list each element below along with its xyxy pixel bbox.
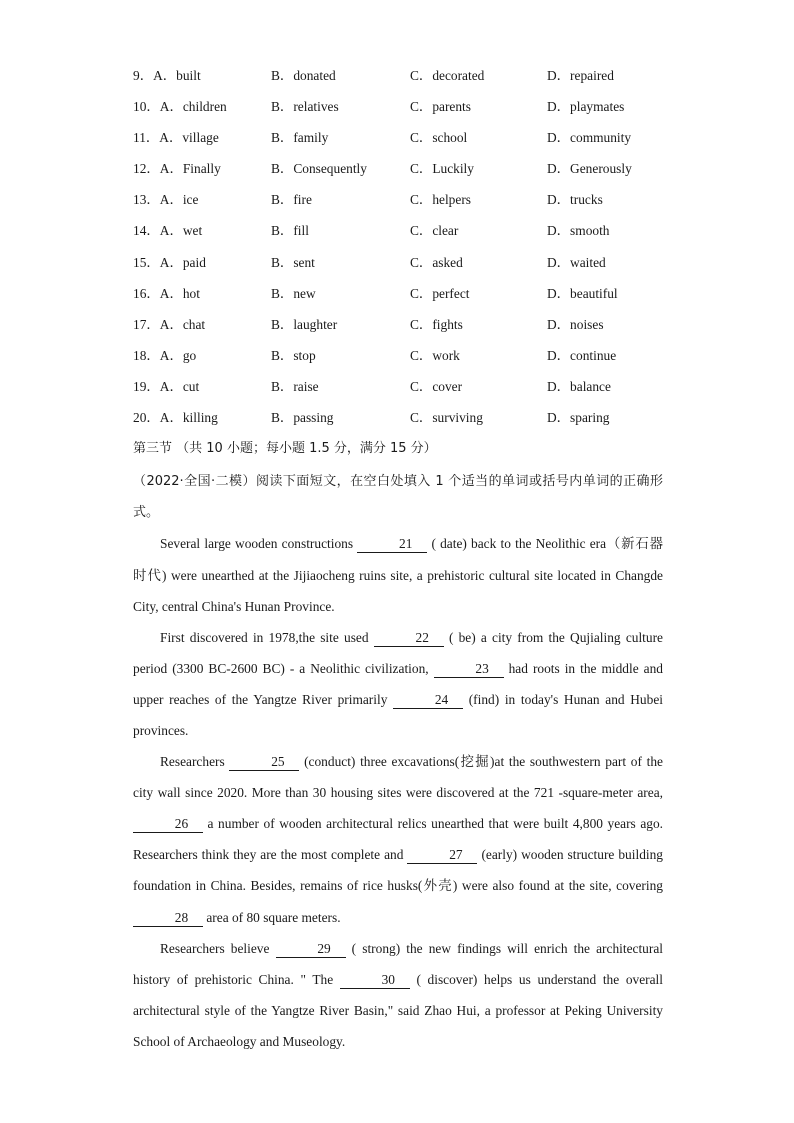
- option-row-17: [133, 311, 663, 342]
- passage-paragraph-1: [133, 528, 663, 621]
- question-number: 20．: [133, 410, 160, 426]
- blank-27[interactable]: 27: [407, 847, 477, 864]
- option-b: B．Consequently: [271, 161, 367, 177]
- option-row-12: [133, 155, 663, 186]
- blank-28[interactable]: 28: [133, 910, 203, 927]
- blank-23[interactable]: 23: [434, 661, 504, 678]
- question-number: 9．: [133, 68, 154, 83]
- option-b: B．family: [271, 130, 329, 146]
- option-c: C．helpers: [410, 192, 471, 208]
- blank-21[interactable]: 21: [357, 536, 427, 553]
- option-d: D．smooth: [547, 223, 610, 239]
- section-instruction: （2022·全国·二模）阅读下面短文，在空白处填入 1 个适当的单词或括号内单词的正确形式。: [133, 474, 663, 521]
- passage-text: Researchers believe: [160, 940, 276, 956]
- passage-text: ( strong) the new findings will enrich the architectural history of prehistoric China. " The: [133, 940, 664, 987]
- option-d: D．repaired: [547, 68, 614, 83]
- document-page: [133, 62, 663, 1057]
- option-d: D．beautiful: [547, 285, 618, 301]
- passage-text: had roots in the middle and upper reaches of the Yangtze River primarily: [133, 660, 663, 707]
- option-a-text: A．wet: [159, 223, 203, 239]
- option-a: [133, 280, 200, 308]
- option-b: B．stop: [271, 347, 316, 363]
- option-c: C．Luckily: [410, 161, 474, 177]
- option-c: C．decorated: [410, 68, 485, 83]
- option-c: C．asked: [410, 254, 463, 270]
- option-a-text: A．killing: [159, 410, 218, 426]
- passage-text: area of 80 square meters.: [203, 909, 341, 925]
- option-row-15: [133, 249, 663, 280]
- passage-text: (conduct) three excavations(挖掘)at the southwestern part of the city wall since 2020. More than 30 housing sites were discovered at the 721 -square-meter area,: [133, 754, 663, 801]
- option-c: C．parents: [410, 99, 471, 115]
- question-number: 14．: [133, 223, 160, 239]
- passage-paragraph-3: [133, 746, 663, 933]
- option-a: [133, 62, 201, 90]
- option-a: [133, 93, 227, 121]
- passage-paragraph-4: [133, 933, 663, 1057]
- option-d: D．noises: [547, 316, 604, 332]
- option-b: B．donated: [271, 68, 336, 83]
- option-c: C．school: [410, 130, 468, 146]
- option-c: C．clear: [410, 223, 459, 239]
- question-number: 15．: [133, 254, 160, 270]
- question-number: 13．: [133, 192, 160, 208]
- blank-25[interactable]: 25: [229, 754, 299, 771]
- option-row-10: [133, 93, 663, 124]
- question-number: 10．: [133, 99, 160, 115]
- option-a: [133, 249, 206, 277]
- option-a: [133, 186, 198, 214]
- section-title: 第三节 （共 10 小题；每小题 1.5 分，满分 15 分）: [133, 441, 437, 457]
- passage-text: ( be) a city from the Qujialing culture period (3300 BC-2600 BC) - a Neolithic civilization,: [133, 629, 663, 676]
- option-d: D．waited: [547, 254, 606, 270]
- option-c: C．perfect: [410, 285, 470, 301]
- blank-30[interactable]: 30: [340, 972, 410, 989]
- question-number: 16．: [133, 285, 160, 301]
- option-row-19: [133, 373, 663, 404]
- option-a: [133, 311, 205, 339]
- option-b: B．sent: [271, 254, 315, 270]
- option-d: D．continue: [547, 347, 617, 363]
- option-b: B．raise: [271, 378, 319, 394]
- option-row-18: [133, 342, 663, 373]
- question-number: 17．: [133, 316, 160, 332]
- option-a-text: A．hot: [159, 285, 200, 301]
- option-c: C．work: [410, 347, 460, 363]
- option-b: B．passing: [271, 410, 334, 426]
- blank-29[interactable]: 29: [276, 941, 346, 958]
- option-d: D．trucks: [547, 192, 603, 208]
- passage-text: a number of wooden architectural relics unearthed that were built 4,800 years ago. Researchers think they are the most complete and: [133, 816, 663, 863]
- option-d: D．community: [547, 130, 632, 146]
- question-number: 18．: [133, 347, 160, 363]
- blank-24[interactable]: 24: [393, 692, 463, 709]
- option-c: C．surviving: [410, 410, 483, 426]
- option-d: D．playmates: [547, 99, 625, 115]
- passage-paragraph-2: [133, 622, 663, 746]
- option-row-14: [133, 217, 663, 248]
- option-a-text: A．children: [159, 99, 227, 115]
- option-d: D．balance: [547, 378, 611, 394]
- option-a: [133, 342, 196, 370]
- passage-text: (find) in today's Hunan and Hubei provinces.: [133, 691, 663, 738]
- option-row-16: [133, 280, 663, 311]
- options-list: [133, 62, 663, 435]
- option-a-text: A．Finally: [159, 161, 221, 177]
- passage-text: ( date) back to the Neolithic era（新石器时代) were unearthed at the Jijiaocheng ruins site, a prehistoric cultural site located in Changde City, central China's Hunan Province.: [133, 536, 663, 614]
- option-a-text: A．chat: [159, 316, 206, 332]
- option-b: B．new: [271, 285, 316, 301]
- option-b: B．fill: [271, 223, 309, 239]
- option-row-9: [133, 62, 663, 93]
- option-a: [133, 373, 199, 401]
- option-c: C．fights: [410, 316, 463, 332]
- blank-22[interactable]: 22: [374, 630, 444, 647]
- question-number: 12．: [133, 161, 160, 177]
- passage-text: Several large wooden constructions: [160, 536, 358, 552]
- option-a-text: A．village: [159, 130, 219, 146]
- question-number: 11．: [133, 130, 160, 146]
- option-row-11: [133, 124, 663, 155]
- option-b: B．laughter: [271, 316, 338, 332]
- option-b: B．relatives: [271, 99, 339, 115]
- passage-text: First discovered in 1978,the site used: [160, 629, 374, 645]
- option-a: [133, 155, 221, 183]
- option-a-text: A．paid: [159, 254, 206, 270]
- blank-26[interactable]: 26: [133, 816, 203, 833]
- option-d: D．sparing: [547, 410, 610, 426]
- option-a-text: A．go: [159, 347, 197, 363]
- option-a-text: A．built: [153, 68, 201, 83]
- option-a-text: A．cut: [159, 378, 200, 394]
- option-row-20: [133, 404, 663, 435]
- passage-text: (early) wooden structure building foundation in China. Besides, remains of rice husks(外壳) were also found at the site, covering: [133, 847, 663, 894]
- option-d: D．Generously: [547, 161, 632, 177]
- passage-text: Researchers: [160, 754, 230, 770]
- passage: [133, 528, 663, 1057]
- option-a: [133, 217, 202, 245]
- option-c: C．cover: [410, 378, 463, 394]
- option-b: B．fire: [271, 192, 312, 208]
- option-a-text: A．ice: [159, 192, 199, 208]
- option-a: [133, 124, 219, 152]
- option-row-13: [133, 186, 663, 217]
- option-a: [133, 404, 218, 432]
- question-number: 19．: [133, 378, 160, 394]
- passage-text: ( discover) helps us understand the overall architectural style of the Yangtze River Basin," said Zhao Hui, a professor at Peking University School of Archaeology and Museology.: [133, 971, 664, 1049]
